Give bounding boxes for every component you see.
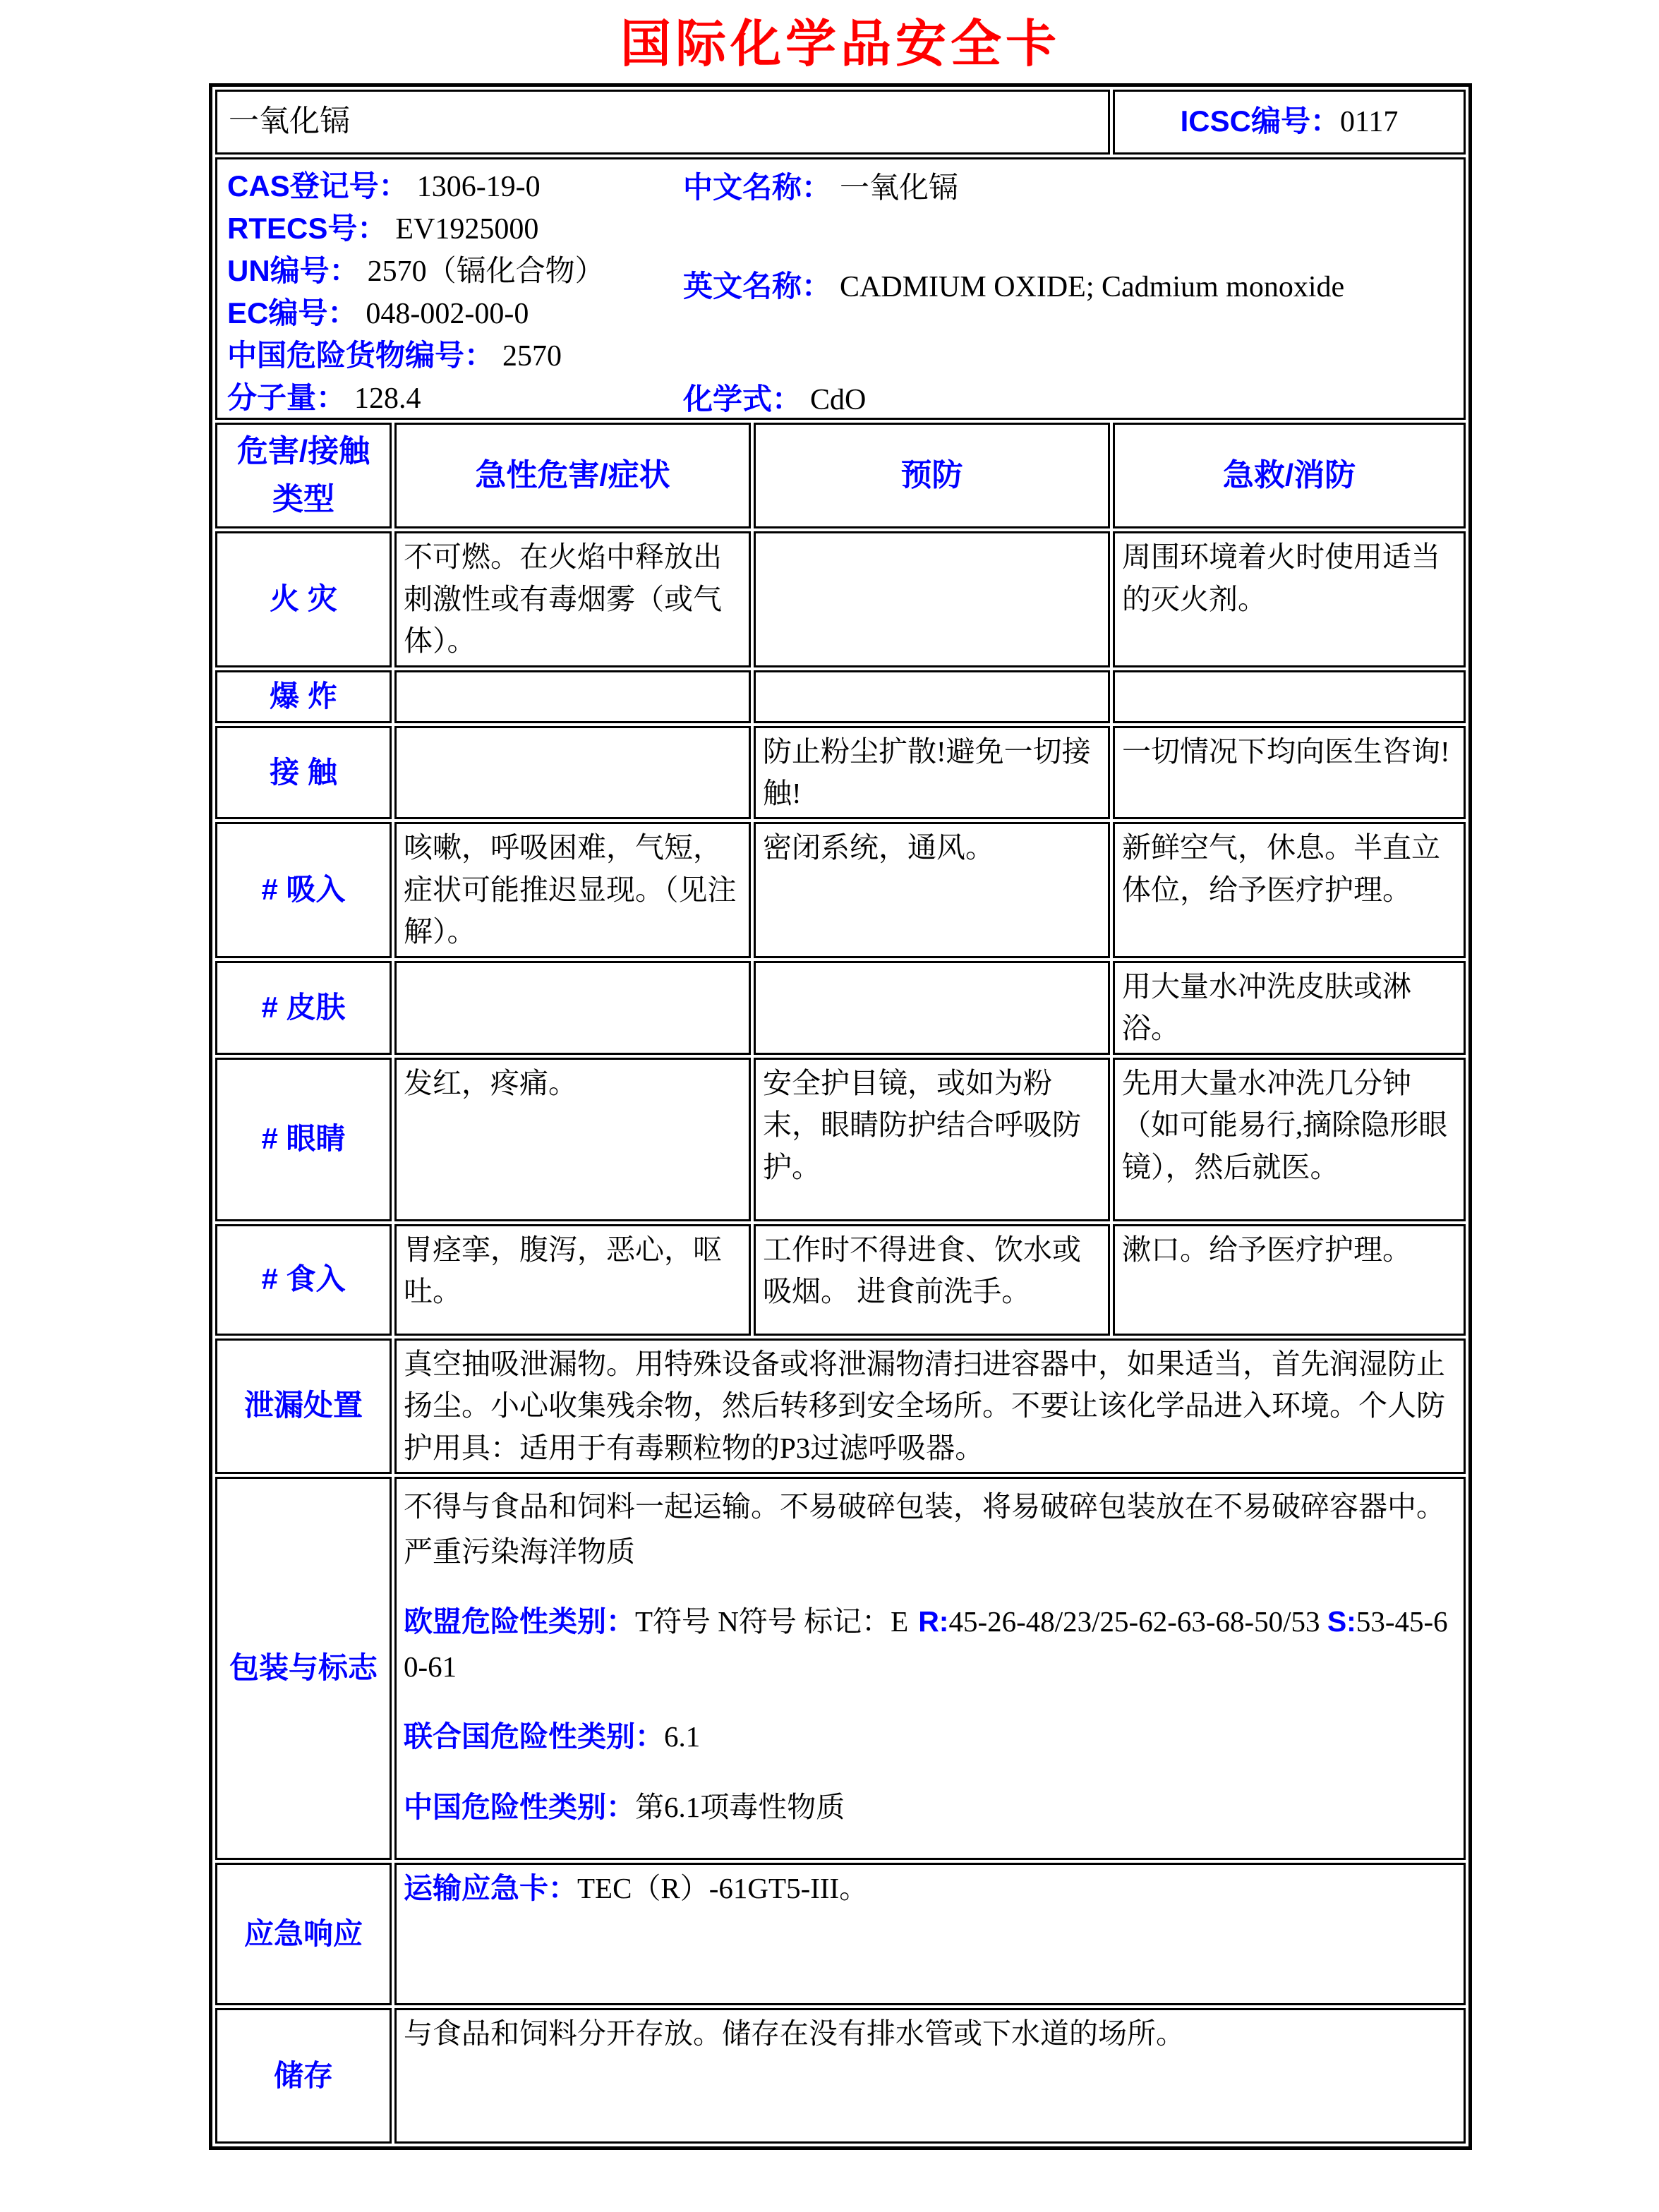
un-class-value: 6.1: [664, 1720, 701, 1753]
inhalation-prevention: 密闭系统，通风。: [754, 822, 1110, 957]
storage-section-text: 与食品和饲料分开存放。储存在没有排水管或下水道的场所。: [394, 2008, 1466, 2144]
icsc-card-table: [209, 83, 1472, 2150]
s-phrases-label: S:: [1327, 1605, 1356, 1638]
ingestion-first-aid: 漱口。给予医疗护理。: [1113, 1224, 1466, 1336]
icsc-number-label: ICSC编号：: [1180, 104, 1340, 138]
eyes-symptoms: 发红，疼痛。: [394, 1058, 751, 1221]
table-row: [215, 157, 1466, 420]
formula-value: CdO: [810, 384, 867, 416]
packaging-section-label: 包装与标志: [215, 1477, 392, 1860]
un-value: 2570（镉化合物）: [367, 255, 605, 288]
un-class-label: 联合国危险性类别：: [404, 1720, 664, 1753]
header-acute-symptoms: 急性危害/症状: [394, 423, 751, 528]
hazard-type-fire: 火 灾: [215, 531, 392, 667]
contact-prevention: 防止粉尘扩散!避免一切接触!: [754, 726, 1110, 820]
un-number-line: [227, 250, 605, 292]
hazard-type-contact: 接 触: [215, 726, 392, 820]
spill-section-label: 泄漏处置: [215, 1338, 392, 1474]
english-name-value: CADMIUM OXIDE; Cadmium monoxide: [840, 271, 1345, 303]
hazard-row-inhalation: [215, 822, 1466, 957]
fire-prevention: [754, 531, 1110, 667]
eyes-prevention: 安全护目镜，或如为粉末，眼睛防护结合呼吸防护。: [754, 1058, 1110, 1221]
hazard-type-eyes: # 眼睛: [215, 1058, 392, 1221]
s-phrases-value: 53-45-60-61: [404, 1605, 1448, 1683]
icsc-number-value: 0117: [1339, 106, 1399, 139]
hazard-type-ingestion: # 食入: [215, 1224, 392, 1336]
un-label: UN编号：: [227, 254, 359, 287]
section-row-storage: [215, 2008, 1466, 2144]
r-phrases-label: R:: [918, 1605, 949, 1638]
section-row-spill: [215, 1338, 1466, 1474]
cas-number-line: [227, 165, 605, 207]
header-prevention: 预防: [754, 423, 1110, 528]
inhalation-first-aid: 新鲜空气，休息。半直立体位，给予医疗护理。: [1113, 822, 1466, 957]
ec-label: EC编号：: [227, 296, 358, 330]
explosion-symptoms: [394, 670, 751, 723]
hazard-row-skin: [215, 961, 1466, 1055]
hazard-row-ingestion: [215, 1224, 1466, 1336]
eyes-first-aid: 先用大量水冲洗几分钟（如可能易行,摘除隐形眼镜），然后就医。: [1113, 1058, 1466, 1221]
molecular-weight-value: 128.4: [354, 382, 421, 415]
china-dg-label: 中国危险货物编号：: [227, 339, 495, 372]
skin-first-aid: 用大量水冲洗皮肤或淋浴。: [1113, 961, 1466, 1055]
cn-class-value: 第6.1项毒性物质: [635, 1790, 845, 1823]
skin-symptoms: [394, 961, 751, 1055]
spill-section-text: 真空抽吸泄漏物。用特殊设备或将泄漏物清扫进容器中，如果适当，首先润湿防止扬尘。小心收集残余物，然后转移到安全场所。不要让该化学品进入环境。个人防护用具：适用于有毒颗粒物的P3过滤呼吸器。: [394, 1338, 1466, 1474]
hazard-row-explosion: [215, 670, 1466, 723]
emergency-section-label: 应急响应: [215, 1863, 392, 2005]
hazard-row-fire: [215, 531, 1466, 667]
ec-value: 048-002-00-0: [366, 298, 529, 330]
ingestion-symptoms: 胃痉挛，腹泻，恶心，呕吐。: [394, 1224, 751, 1336]
fire-first-aid: 周围环境着火时使用适当的灭火剂。: [1113, 531, 1466, 667]
section-row-packaging: [215, 1477, 1466, 1860]
molecular-weight-label: 分子量：: [227, 381, 346, 414]
china-dg-number-line: [227, 334, 605, 377]
ec-number-line: [227, 292, 605, 334]
icsc-number-cell: [1113, 90, 1466, 155]
chinese-name-value: 一氧化镉: [840, 172, 959, 205]
cn-class-label: 中国危险性类别：: [404, 1790, 635, 1823]
hazard-row-eyes: [215, 1058, 1466, 1221]
storage-section-label: 储存: [215, 2008, 392, 2144]
explosion-first-aid: [1113, 670, 1466, 723]
cas-value: 1306-19-0: [416, 171, 541, 203]
english-name-label: 英文名称：: [683, 270, 832, 303]
hazard-type-explosion: 爆 炸: [215, 670, 392, 723]
china-dg-value: 2570: [502, 340, 562, 373]
hazard-type-skin: # 皮肤: [215, 961, 392, 1055]
explosion-prevention: [754, 670, 1110, 723]
formula-line: [683, 378, 866, 420]
chinese-name-line: [683, 167, 958, 210]
identification-cell: [215, 157, 1466, 420]
contact-symptoms: [394, 726, 751, 820]
hazard-type-inhalation: # 吸入: [215, 822, 392, 957]
header-hazard-type: 危害/接触类型: [215, 423, 392, 528]
formula-label: 化学式：: [683, 382, 802, 416]
chinese-name-label: 中文名称：: [683, 171, 832, 204]
chemical-name: 一氧化镉: [215, 90, 1110, 155]
rtecs-value: EV1925000: [395, 213, 539, 246]
packaging-cn-class-line: [404, 1785, 1456, 1830]
identification-left-column: [227, 165, 605, 419]
cas-label: CAS登记号：: [227, 169, 409, 203]
contact-first-aid: 一切情况下均向医生咨询!: [1113, 726, 1466, 820]
fire-symptoms: 不可燃。在火焰中释放出刺激性或有毒烟雾（或气体）。: [394, 531, 751, 667]
transport-emergency-card-value: TEC（R）-61GT5-III。: [577, 1872, 869, 1905]
packaging-transport-note: 不得与食品和饲料一起运输。不易破碎包装，将易破碎包装放在不易破碎容器中。严重污染海洋物质: [404, 1489, 1445, 1568]
eu-class-value: T符号 N符号 标记：E: [635, 1605, 909, 1638]
packaging-section-content: [394, 1477, 1466, 1860]
packaging-un-class-line: [404, 1715, 1456, 1760]
section-row-emergency: [215, 1863, 1466, 2005]
molecular-weight-line: [227, 377, 605, 419]
rtecs-label: RTECS号：: [227, 212, 387, 245]
rtecs-number-line: [227, 207, 605, 250]
hazard-header-row: [215, 423, 1466, 528]
eu-class-label: 欧盟危险性类别：: [404, 1605, 635, 1638]
r-phrases-value: 45-26-48/23/25-62-63-68-50/53: [948, 1605, 1320, 1638]
page-title: 国际化学品安全卡: [620, 16, 1061, 73]
packaging-eu-class-line: [404, 1600, 1456, 1689]
transport-emergency-card-label: 运输应急卡：: [404, 1872, 577, 1905]
inhalation-symptoms: 咳嗽，呼吸困难，气短，症状可能推迟显现。（见注解）。: [394, 822, 751, 957]
header-first-aid: 急救/消防: [1113, 423, 1466, 528]
ingestion-prevention: 工作时不得进食、饮水或吸烟。 进食前洗手。: [754, 1224, 1110, 1336]
english-name-line: [683, 265, 1344, 309]
skin-prevention: [754, 961, 1110, 1055]
table-row: [215, 90, 1466, 155]
emergency-section-content: [394, 1863, 1466, 2005]
hazard-row-contact: [215, 726, 1466, 820]
